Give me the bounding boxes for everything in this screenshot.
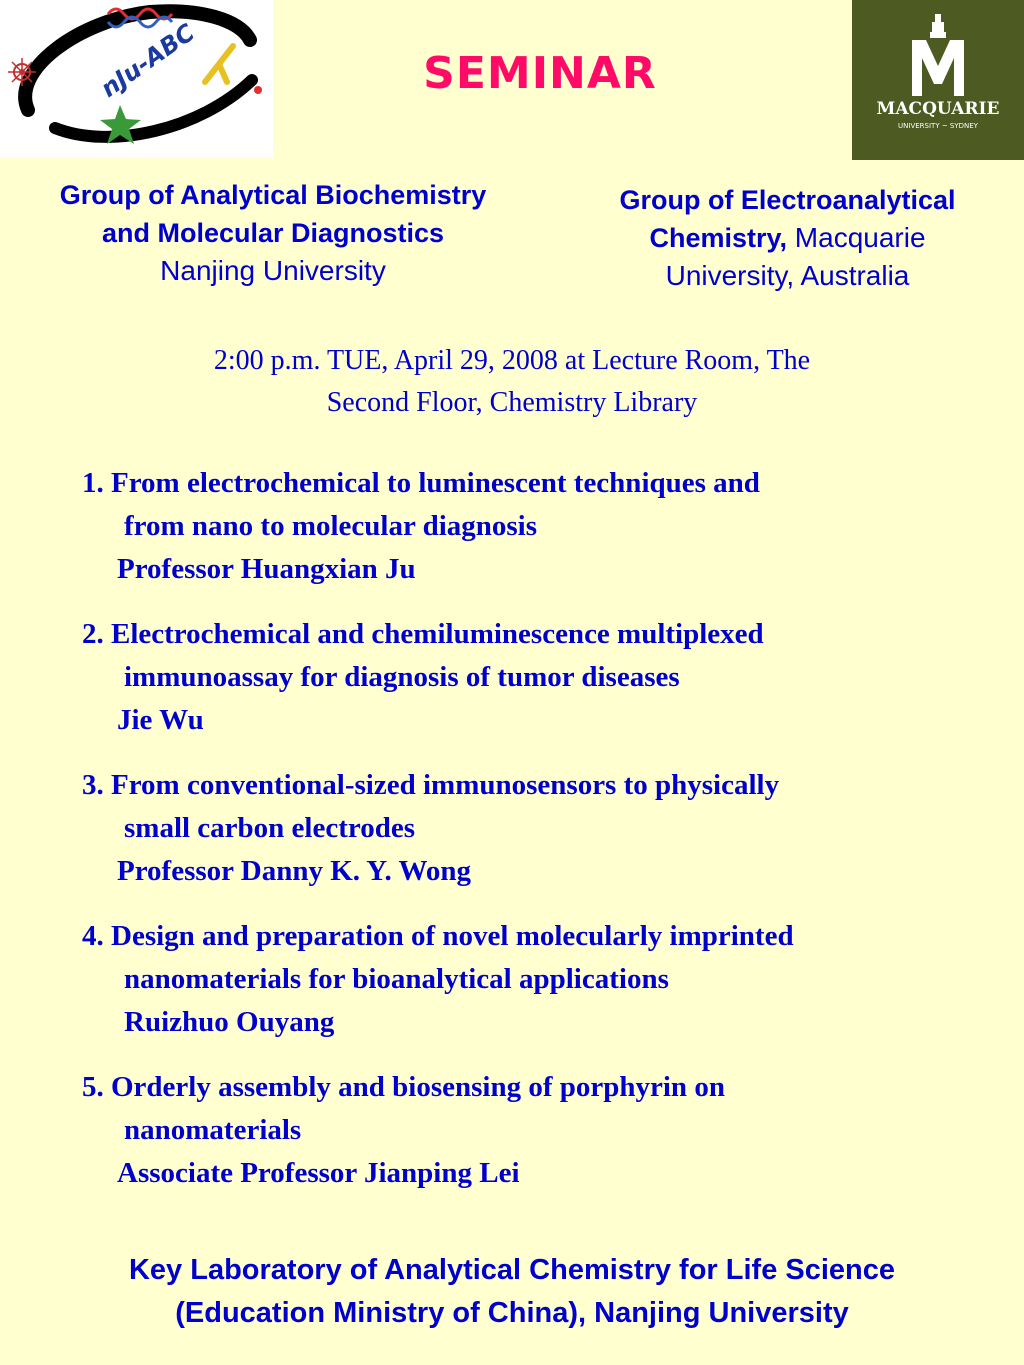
talk-title-line1: 1. From electrochemical to luminescent techniques and	[82, 467, 760, 499]
talk-item	[82, 764, 982, 893]
talk-title-line1: 4. Design and preparation of novel molecularly imprinted	[82, 920, 794, 952]
schedule-line1: 2:00 p.m. TUE, April 29, 2008 at Lecture Room, The	[213, 345, 811, 376]
nanjing-group-line3: Nanjing University	[160, 255, 386, 286]
talk-speaker: Professor Huangxian Ju	[117, 553, 416, 585]
talk-speaker: Associate Professor Jianping Lei	[117, 1157, 520, 1189]
macquarie-logo	[852, 0, 1024, 160]
footer-line1: Key Laboratory of Analytical Chemistry for Life Science	[128, 1254, 896, 1286]
dna-helix-logo-icon	[0, 0, 273, 157]
talk-title-line2: nanomaterials	[124, 1114, 302, 1146]
macquarie-group-line2-normal: Macquarie	[787, 222, 926, 253]
schedule-line2: Second Floor, Chemistry Library	[326, 387, 698, 418]
nanjing-group-heading	[8, 176, 538, 290]
macquarie-logo-subtext: UNIVERSITY ~ SYDNEY	[898, 122, 978, 130]
macquarie-group-line1: Group of Electroanalytical	[619, 185, 956, 215]
talk-title-line2: small carbon electrodes	[124, 812, 416, 844]
nju-abc-logo-text: nJu-ABC	[95, 18, 200, 103]
talk-title-line1: 3. From conventional-sized immunosensors to physically	[82, 769, 780, 801]
macquarie-group-heading	[560, 181, 1015, 295]
talk-title-line1: 5. Orderly assembly and biosensing of porphyrin on	[82, 1071, 725, 1103]
macquarie-crest-logo-icon	[852, 0, 1024, 160]
schedule-info	[100, 340, 924, 424]
macquarie-group-line2	[560, 219, 1015, 257]
talk-speaker: Ruizhuo Ouyang	[124, 1006, 335, 1038]
talk-title-line2: nanomaterials for bioanalytical applications	[124, 963, 669, 995]
talk-item	[82, 462, 982, 591]
page-title: SEMINAR	[423, 48, 657, 99]
talk-item	[82, 613, 982, 742]
nju-abc-logo	[0, 0, 273, 157]
nanjing-group-line2: and Molecular Diagnostics	[101, 218, 445, 248]
talk-title-line1: 2. Electrochemical and chemiluminescence multiplexed	[82, 618, 764, 650]
talk-item	[82, 1066, 982, 1195]
talk-speaker: Jie Wu	[117, 704, 204, 736]
macquarie-group-line3: University, Australia	[665, 260, 910, 291]
footer-line2: (Education Ministry of China), Nanjing University	[175, 1297, 849, 1329]
key-laboratory-footer	[20, 1249, 1004, 1335]
talk-list	[82, 462, 982, 1217]
macquarie-logo-text: MACQUARIE	[876, 99, 1000, 119]
nanjing-group-line1: Group of Analytical Biochemistry	[59, 180, 487, 210]
talk-item	[82, 915, 982, 1044]
talk-title-line2: immunoassay for diagnosis of tumor diseases	[124, 661, 680, 693]
talk-title-line2: from nano to molecular diagnosis	[124, 510, 538, 542]
talk-speaker: Professor Danny K. Y. Wong	[117, 855, 471, 887]
macquarie-group-line2-bold: Chemistry,	[649, 223, 788, 253]
